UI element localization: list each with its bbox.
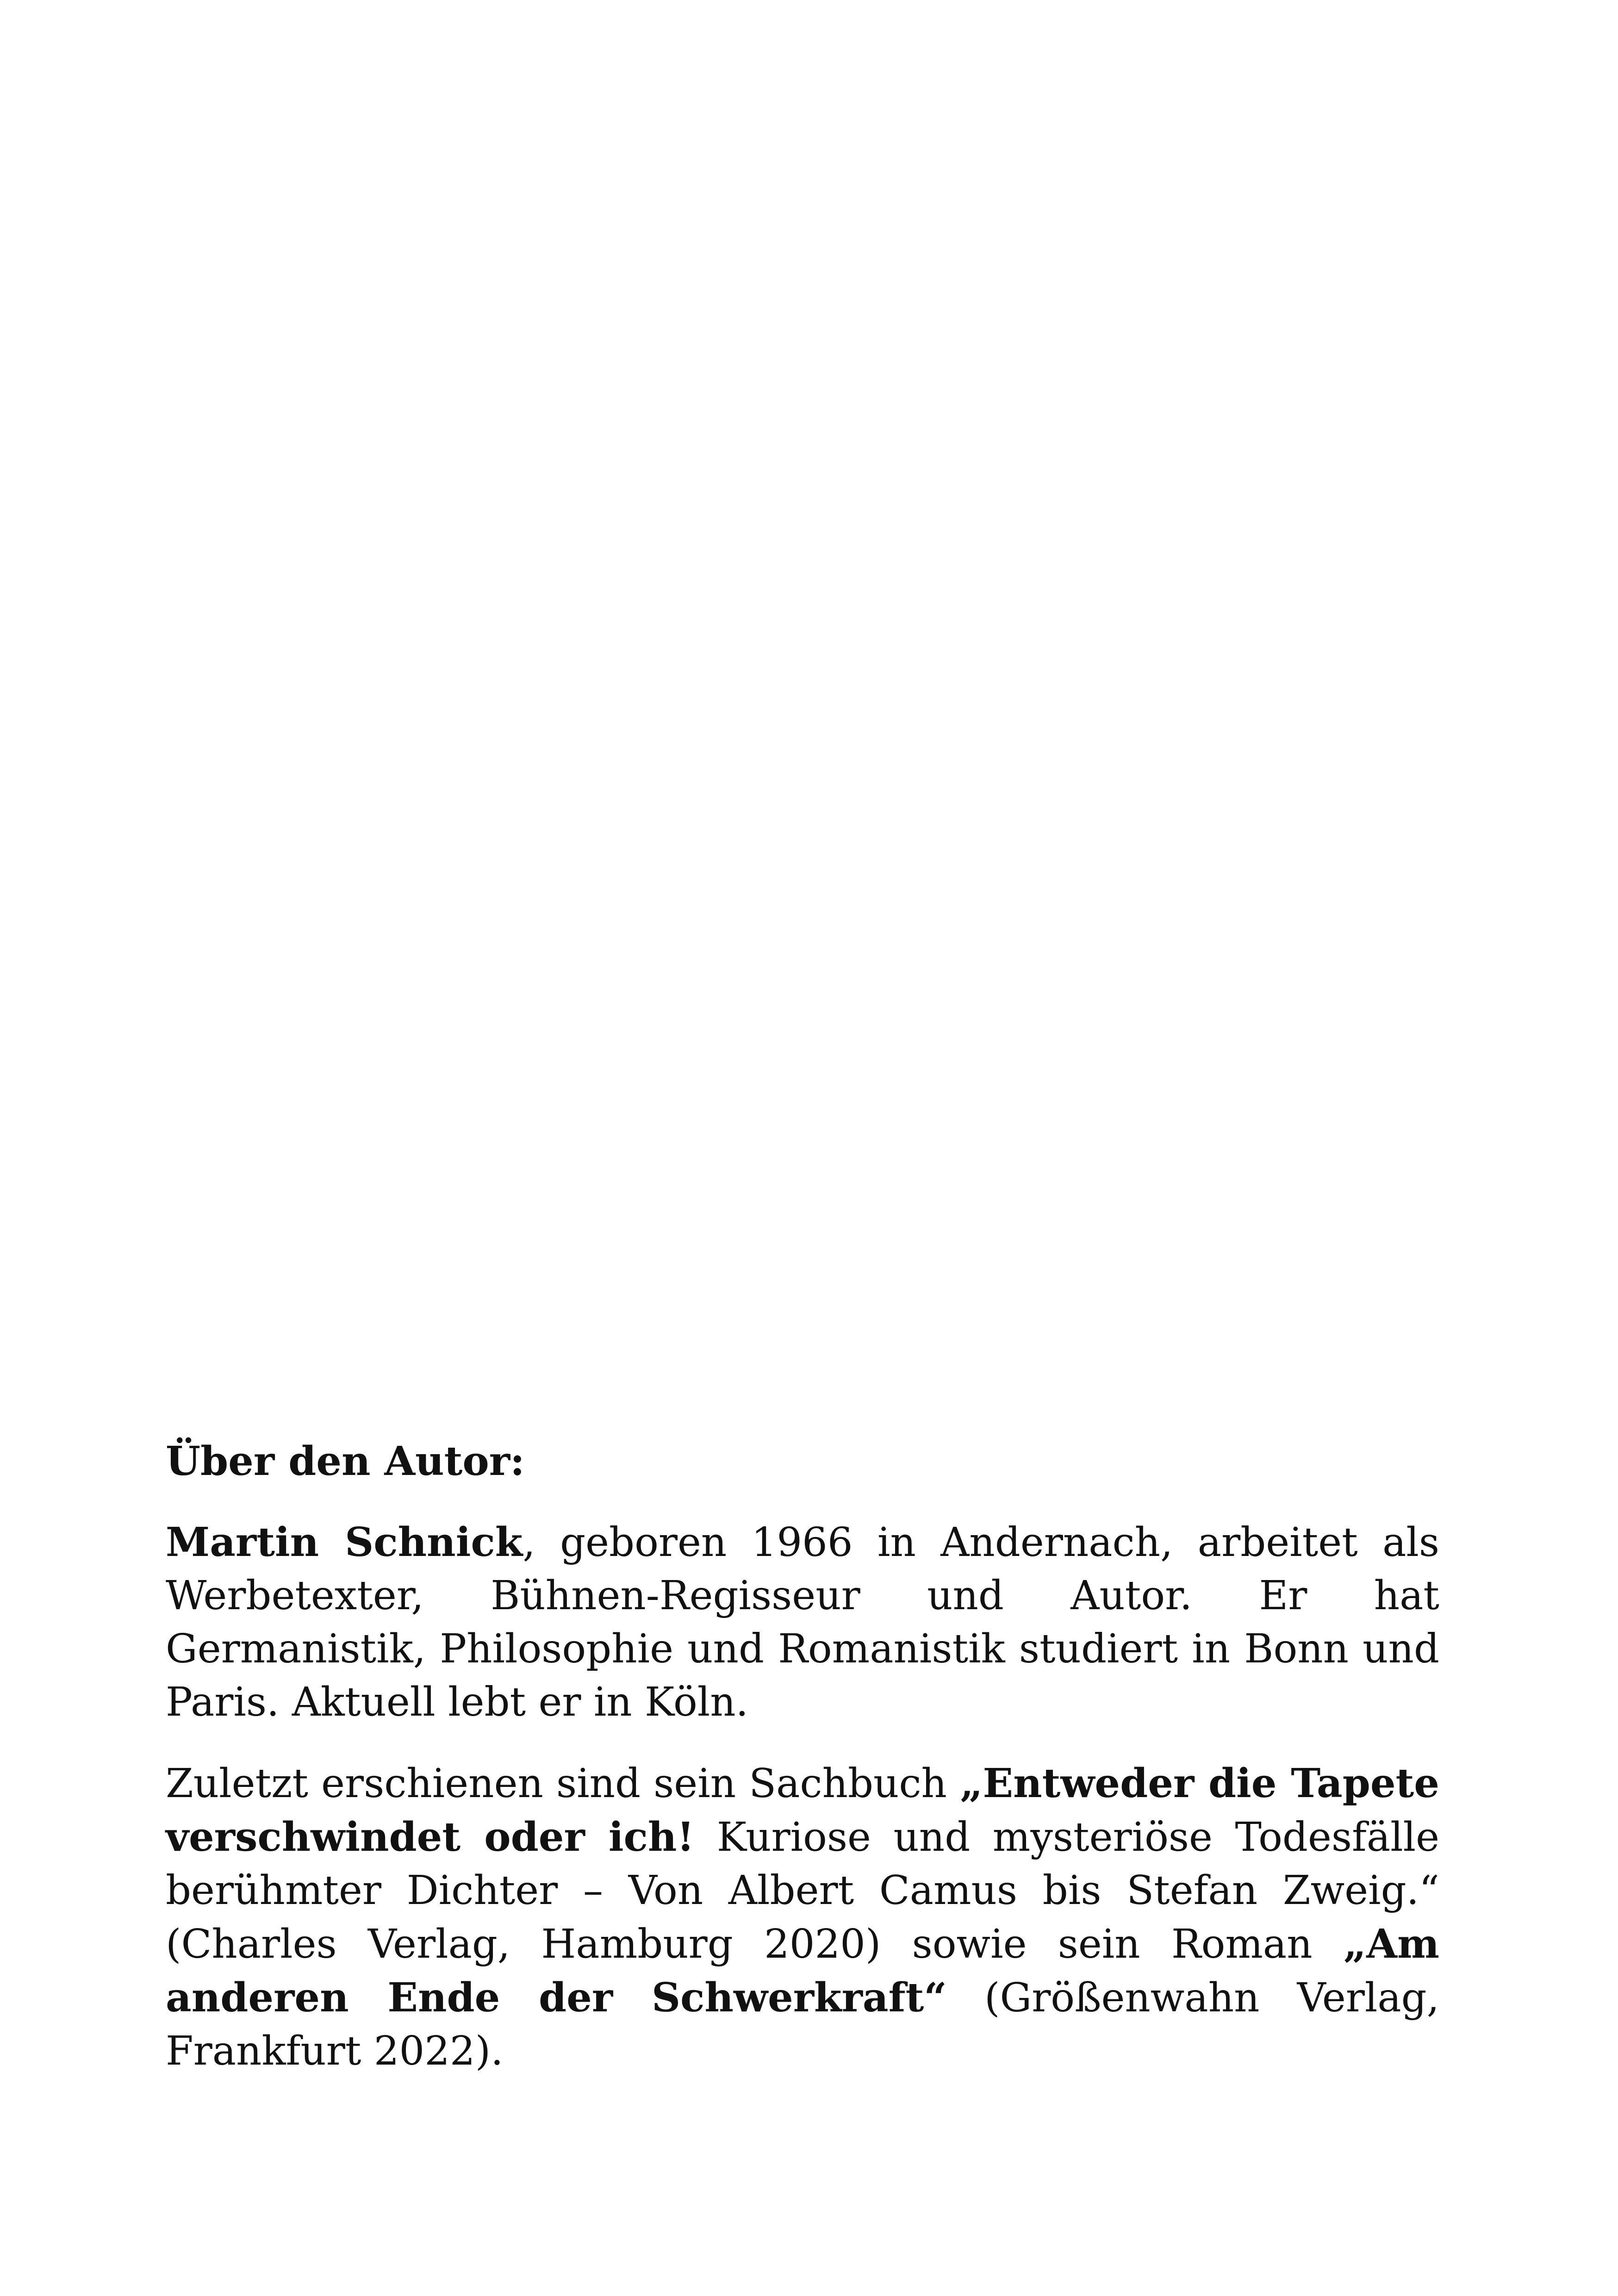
author-name: Martin Schnick (166, 1519, 523, 1566)
author-bio (166, 1435, 1439, 2106)
bio-paragraph-1 (166, 1516, 1439, 1729)
book-title-1: „Entweder die Tapete verschwindet oder ich! (166, 1760, 1439, 1860)
book-publisher-1: (Charles Verlag, Hamburg 2020) sowie sein Roman (166, 1921, 1344, 1967)
bio-paragraph-2 (166, 1757, 1439, 2078)
bio-heading: Über den Autor: (166, 1438, 525, 1485)
book-subtitle-1: Kuriose und mysteriöse Todesfälle berühmter Dichter – Von Albert Camus bis Stefan Zweig.“ (166, 1814, 1439, 1914)
bio-text-2-intro: Zuletzt erschienen sind sein Sachbuch (166, 1761, 960, 1807)
book-title-2: „Am anderen Ende der Schwerkraft“ (166, 1921, 1439, 2021)
bio-text-1: , geboren 1966 in Andernach, arbeitet als Werbetexter, Bühnen-Regisseur und Autor. Er hat Germanistik, Philosophie und Romanistik studiert in Bonn und Paris. Aktuell lebt er in Köln. (166, 1519, 1439, 1725)
book-publisher-2: (Größenwahn Verlag, Frankfurt 2022). (166, 1975, 1439, 2074)
